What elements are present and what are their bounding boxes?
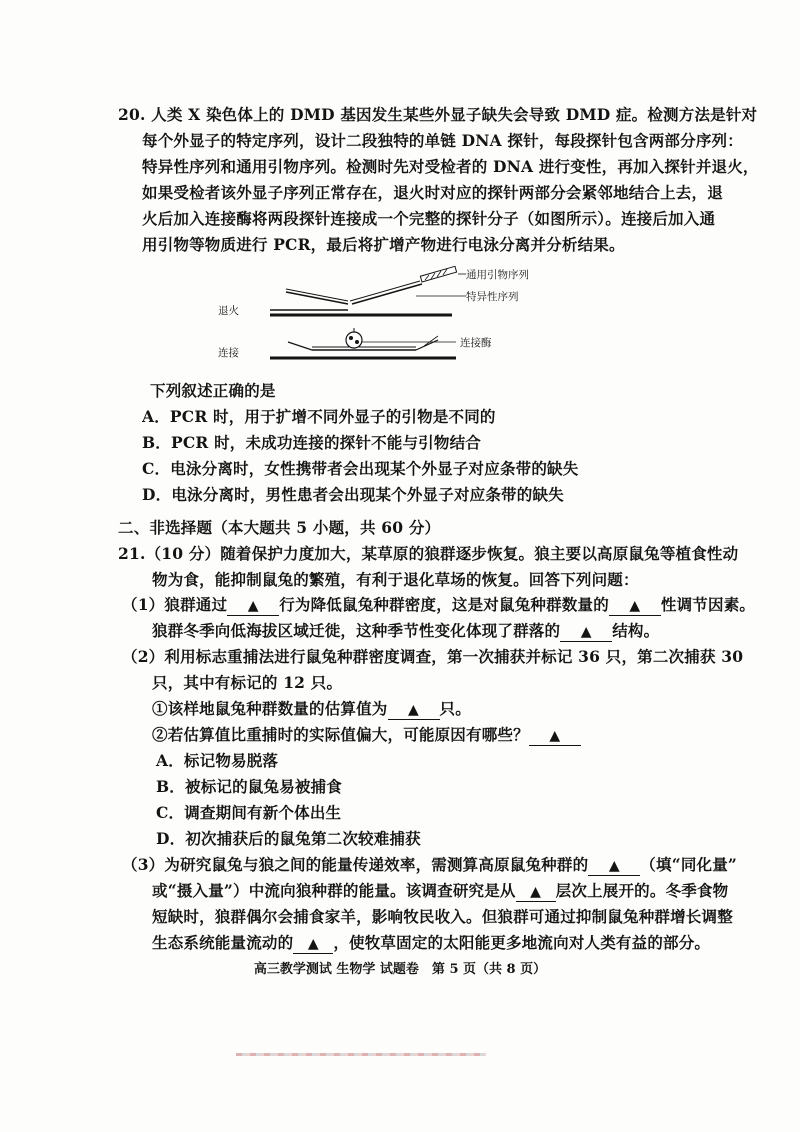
ligation-label: 连接 (218, 347, 239, 359)
section-heading: 二、非选择题（本大题共 5 小题，共 60 分） (118, 518, 441, 537)
q20-option-a: A．PCR 时，用于扩增不同外显子的引物是不同的 (142, 407, 496, 426)
q21-p1-text-e: 结构。 (612, 621, 660, 640)
ligase-icon (346, 332, 362, 348)
q20-line-6: 用引物等物质进行 PCR，最后将扩增产物进行电泳分离并分析结果。 (142, 235, 625, 254)
answer-blank-2[interactable]: ▲ (609, 596, 661, 616)
q20-prompt: 下列叙述正确的是 (150, 381, 276, 400)
q20-line-1: 20. 人类 X 染色体上的 DMD 基因发生某些外显子缺失会导致 DMD 症。检测方法是针对 (118, 105, 758, 124)
q21-p1-text-d: 狼群冬季向低海拔区域迁徙，这种季节性变化体现了群落的 (152, 621, 561, 640)
q20-line-3: 特异性序列和通用引物序列。检测时先对受检者的 DNA 进行变性，再加入探针并退火， (142, 157, 759, 176)
q21-p1-text-b: 行为降低鼠兔种群密度，这是对鼠兔种群数量的 (279, 595, 609, 614)
q21-intro-1: 21.（10 分）随着保护力度加大，某草原的狼群逐步恢复。狼主要以高原鼠兔等植食性动 (118, 544, 739, 563)
answer-blank-1[interactable]: ▲ (227, 596, 279, 616)
q21-part1-line1 (122, 592, 755, 618)
q21-part2-line2: 只，其中有标记的 12 只。 (152, 673, 343, 692)
q21-part1-line2 (152, 618, 659, 644)
q21-part2-line1: （2）利用标志重捕法进行鼠兔种群密度调查，第一次捕获并标记 36 只，第二次捕获 30 (122, 647, 744, 666)
q20-option-c: C．电泳分离时，女性携带者会出现某个外显子对应条带的缺失 (142, 459, 579, 478)
annealing-label: 退火 (218, 305, 239, 317)
q21-part2-q2: ②若估算值比重捕时的实际值偏大，可能原因有哪些？ ▲ (152, 722, 581, 748)
q20-line-2: 每个外显子的特定序列，设计二段独特的单链 DNA 探针，每段探针包含两部分序列： (142, 131, 743, 150)
q21-part3-line2: 或“摄入量”）中流向狼种群的能量。该调查研究是从 ▲ 层次上展开的。冬季食物 (152, 881, 729, 900)
answer-blank-4[interactable]: ▲ (388, 700, 440, 720)
answer-blank-6[interactable]: ▲ (588, 856, 640, 876)
q20-line-4: 如果受检者该外显子序列正常存在，退火时对应的探针两部分会紧邻地结合上去，退 (142, 183, 723, 202)
page-footer: 高三教学测试 生物学 试题卷 第 5 页（共 8 页） (253, 962, 547, 977)
q21-option-b: B．被标记的鼠兔易被捕食 (156, 777, 343, 796)
q21-intro-2: 物为食，能抑制鼠兔的繁殖，有利于退化草场的恢复。回答下列问题： (152, 570, 639, 589)
scan-artifact-strip (236, 1053, 486, 1056)
q21-part3-line3: 短缺时，狼群偶尔会捕食家羊，影响牧民收入。但狼群可通过抑制鼠兔种群增长调整 (152, 907, 733, 926)
q21-part3-line1: （3）为研究鼠兔与狼之间的能量传递效率，需测算高原鼠兔种群的 ▲ （填“同化量” (122, 855, 738, 874)
probe-ligation-diagram (216, 262, 556, 380)
q20-option-d: D．电泳分离时，男性患者会出现某个外显子对应条带的缺失 (142, 485, 564, 504)
q21-part3-line4: 生态系统能量流动的 ▲ ，使牧草固定的太阳能更多地流向对人类有益的部分。 (152, 933, 711, 952)
specific-sequence-label: 特异性序列 (466, 291, 519, 303)
q20-line-5: 火后加入连接酶将两段探针连接成一个完整的探针分子（如图所示）。连接后加入通 (142, 209, 716, 228)
q21-option-d: D．初次捕获后的鼠兔第二次较难捕获 (156, 829, 421, 848)
universal-primer-segment (420, 266, 456, 282)
ligase-label: 连接酶 (460, 337, 492, 349)
answer-blank-7[interactable]: ▲ (516, 882, 556, 902)
q20-option-b: B．PCR 时，未成功连接的探针不能与引物结合 (142, 433, 481, 452)
answer-blank-5[interactable]: ▲ (529, 726, 581, 746)
q21-p1-text-a: （1）狼群通过 (122, 595, 228, 614)
left-probe-primer (286, 292, 348, 304)
universal-primer-label: 通用引物序列 (466, 269, 529, 281)
q21-option-a: A．标记物易脱落 (156, 751, 279, 770)
answer-blank-3[interactable]: ▲ (560, 622, 612, 642)
q21-option-c: C．调查期间有新个体出生 (156, 803, 342, 822)
q21-p1-text-c: 性调节因素。 (660, 595, 756, 614)
q21-part2-q1: ①该样地鼠兔种群数量的估算值为 ▲ 只。 (152, 699, 471, 718)
right-probe-specific (352, 284, 422, 304)
answer-blank-8[interactable]: ▲ (293, 934, 333, 954)
